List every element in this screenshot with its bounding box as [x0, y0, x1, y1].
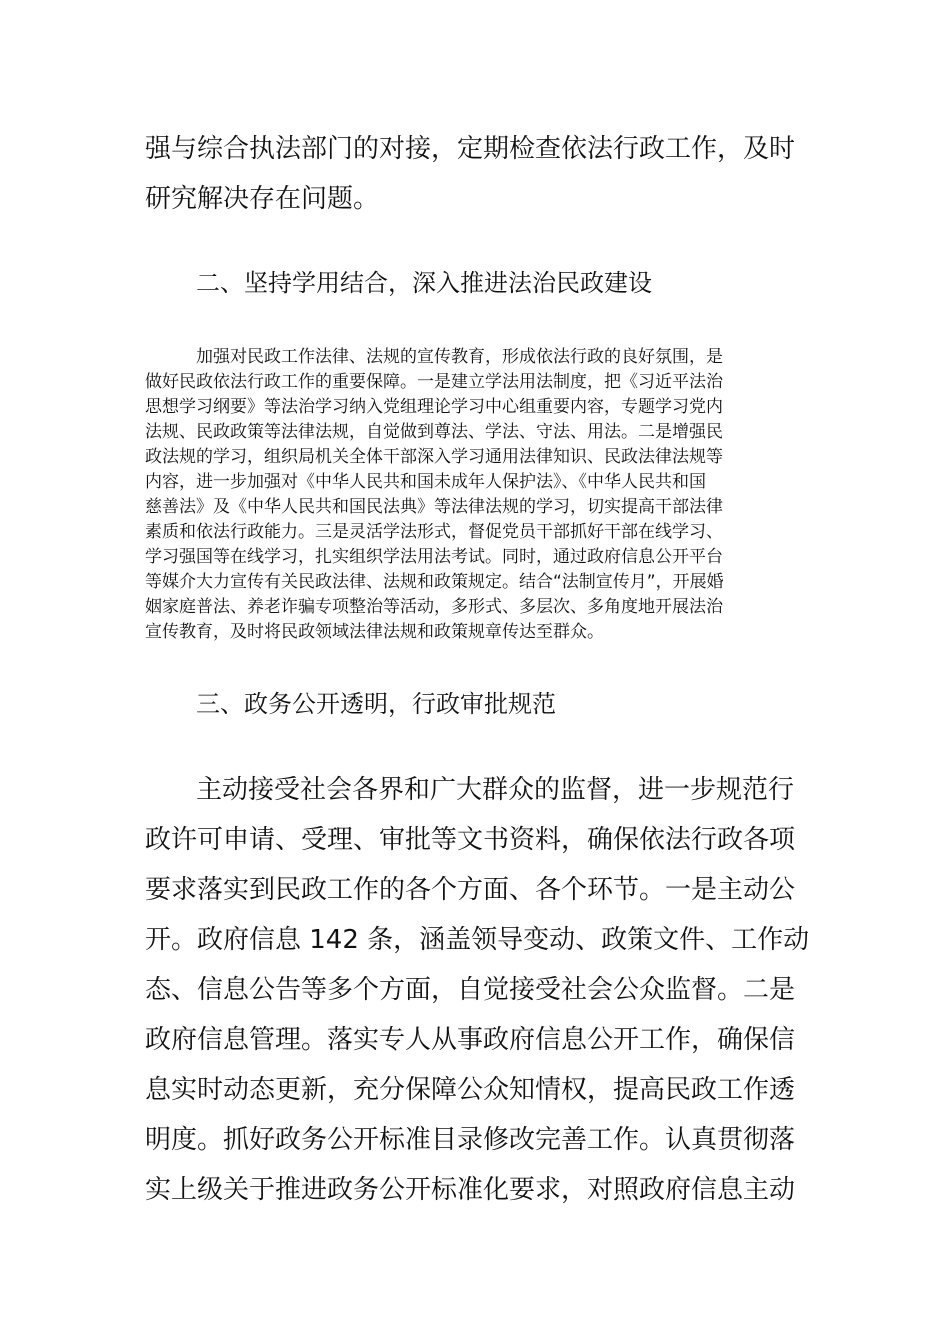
section-2-line: 等媒介大力宣传有关民政法律、法规和政策规定。结合“法制宣传月”，开展婚: [145, 572, 724, 592]
section-2-line: 思想学习纲要》等法治学习纳入党组理论学习中心组重要内容，专题学习党内: [145, 397, 723, 417]
section-2-line: 姻家庭普法、养老诈骗专项整治等活动，多形式、多层次、多角度地开展法治: [145, 597, 723, 617]
section-3-line: 明度。抓好政务公开标准目录修改完善工作。认真贯彻落: [145, 1125, 796, 1155]
section-2-line: 做好民政依法行政工作的重要保障。一是建立学法用法制度，把《习近平法治: [145, 372, 723, 392]
section-3-line: 要求落实到民政工作的各个方面、各个环节。一是主动公: [145, 875, 796, 905]
section-2-line: 宣传教育，及时将民政领域法律法规和政策规章传达至群众。: [145, 622, 604, 642]
continuation-line-2: 研究解决存在问题。: [145, 184, 380, 214]
section-3-line: 政许可申请、受理、审批等文书资料，确保依法行政各项: [145, 825, 796, 855]
continuation-line-1: 强与综合执法部门的对接，定期检查依法行政工作，及时: [145, 134, 796, 164]
section-3-line: 主动接受社会各界和广大群众的监督，进一步规范行: [196, 775, 795, 805]
section-2-line: 慈善法》及《中华人民共和国民法典》等法律法规的学习，切实提高干部法律: [145, 497, 723, 517]
section-3-line: 实上级关于推进政务公开标准化要求，对照政府信息主动: [145, 1175, 796, 1205]
section-3-line: 开。政府信息 142 条，涵盖领导变动、政策文件、工作动: [145, 925, 810, 955]
section-3-heading: 三、政务公开透明，行政审批规范: [196, 690, 556, 718]
section-2-line: 素质和依法行政能力。三是灵活学法形式，督促党员干部抓好干部在线学习、: [145, 522, 723, 542]
section-2-heading: 二、坚持学用结合，深入推进法治民政建设: [196, 269, 652, 297]
section-2-line: 政法规的学习，组织局机关全体干部深入学习通用法律知识、民政法律法规等: [145, 447, 723, 467]
section-2-line: 内容，进一步加强对《中华人民共和国未成年人保护法》、《中华人民共和国: [145, 472, 706, 492]
section-3-line: 态、信息公告等多个方面，自觉接受社会公众监督。二是: [145, 975, 796, 1005]
section-2-line: 法规、民政政策等法律法规，自觉做到尊法、学法、守法、用法。二是增强民: [145, 422, 723, 442]
section-2-line: 加强对民政工作法律、法规的宣传教育，形成依法行政的良好氛围，是: [196, 347, 723, 367]
section-3-line: 息实时动态更新，充分保障公众知情权，提高民政工作透: [145, 1075, 796, 1105]
section-2-line: 学习强国等在线学习，扎实组织学法用法考试。同时，通过政府信息公开平台: [145, 547, 723, 567]
section-3-line: 政府信息管理。落实专人从事政府信息公开工作，确保信: [145, 1025, 796, 1055]
